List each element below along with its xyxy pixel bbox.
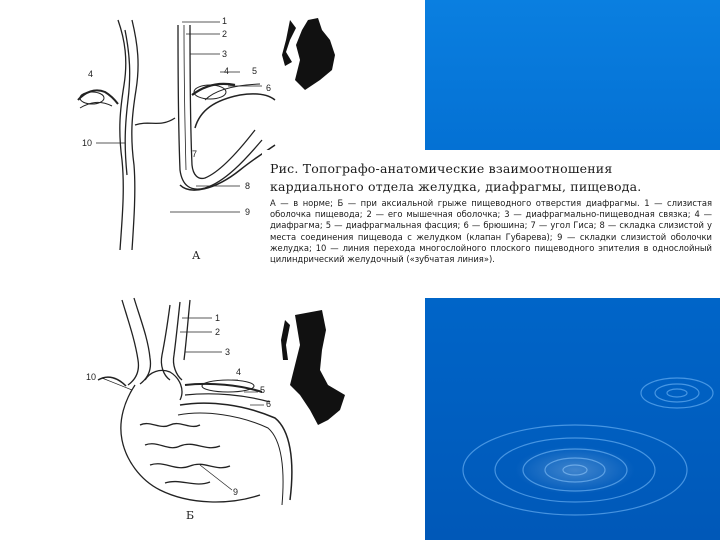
fig-a-num-3: 3	[222, 49, 228, 59]
fig-b-num-6: 6	[266, 399, 272, 409]
fig-b-num-1: 1	[215, 313, 221, 323]
fig-a-num-6: 6	[266, 83, 272, 93]
figure-b-label: Б	[186, 509, 195, 522]
fig-a-num-5: 5	[252, 66, 258, 76]
figure-b-xray-silhouette	[281, 310, 345, 425]
figure-b-drawing	[98, 298, 292, 505]
fig-b-num-2: 2	[215, 327, 221, 337]
fig-a-num-9: 9	[245, 207, 251, 217]
fig-a-num-10: 10	[82, 138, 93, 148]
fig-a-num-4-left: 4	[88, 69, 94, 79]
fig-a-num-1: 1	[222, 16, 228, 26]
figure-a-xray-silhouette	[282, 18, 335, 90]
fig-a-num-2: 2	[222, 29, 228, 39]
fig-b-num-4: 4	[236, 367, 242, 377]
fig-a-num-7: 7	[192, 149, 198, 159]
fig-b-num-3: 3	[225, 347, 231, 357]
figure-a-label: А	[192, 249, 201, 262]
fig-a-num-8: 8	[245, 181, 251, 191]
fig-b-num-5: 5	[260, 385, 266, 395]
fig-b-num-9: 9	[233, 487, 239, 497]
fig-b-num-10: 10	[86, 372, 97, 382]
fig-a-num-4-right: 4	[224, 66, 230, 76]
caption-body: А — в норме; Б — при аксиальной грыже пищеводного отверстия диафрагмы. 1 — слизистая оболочка пищевода; 2 — его мышечная оболочка; 3 — диафрагмально-пищеводная связка; 4 — диафрагма; 5 — диафрагмальная фасция; 6 — брюшина; 7 — угол Гиса; 8 — складка слизистой у места соединения пищевода с желудком (клапан Губарева); 9 — складки слизистой оболочки желудка; 10 — линия перехода многослойного плоского пищеводного эпителия в однослойный цилиндрический желудочный («зубчатая линия»).	[270, 198, 712, 265]
caption-title: Рис. Топографо-анатомические взаимоотношения кардиального отдела желудка, диафрагмы, пищевода.	[270, 161, 642, 194]
